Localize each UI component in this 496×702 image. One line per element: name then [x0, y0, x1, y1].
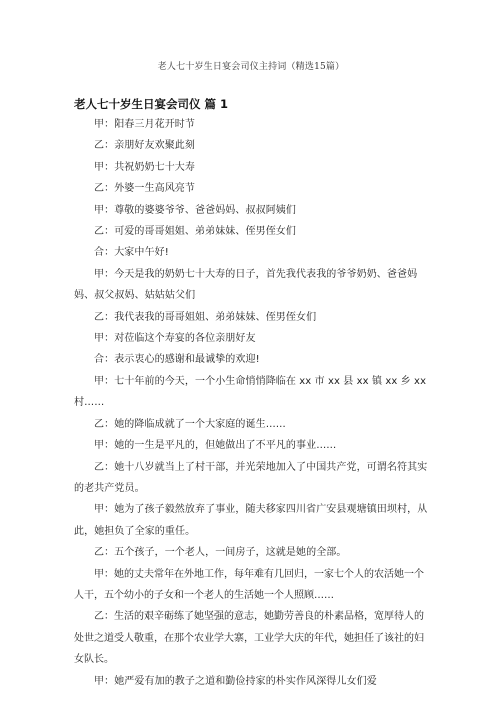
dialogue-line: 乙：她十八岁就当上了村干部，并光荣地加入了中国共产党，可谓名符其实的老共产党员。: [74, 461, 428, 494]
dialogue-line: 甲：对莅临这个寿宴的各位亲朋好友: [94, 333, 256, 345]
dialogue-line: 甲：共祝奶奶七十大寿: [94, 161, 195, 173]
dialogue-line: 合：表示衷心的感谢和最诚挚的欢迎!: [94, 354, 260, 366]
dialogue-line: 甲：七十年前的今天，一个小生命悄悄降临在 xx 市 xx 县 xx 镇 xx 乡 xx 村……: [74, 375, 427, 409]
dialogue-line: 乙：我代表我的哥哥姐姐、弟弟妹妹、侄男侄女们: [94, 311, 317, 323]
dialogue-line: 乙：她的降临成就了一个大家庭的诞生……: [94, 418, 286, 430]
dialogue-line: 甲：今天是我的奶奶七十大寿的日子，首先我代表我的爷爷奶奶、爸爸妈妈、叔父叔妈、姑姑姑父们: [74, 268, 418, 302]
dialogue-line: 甲：她的一生是平凡的，但她做出了不平凡的事业……: [94, 440, 337, 452]
dialogue-line: 乙：亲朋好友欢聚此刻: [94, 140, 195, 152]
dialogue-line: 乙：可爱的哥哥姐姐、弟弟妹妹、侄男侄女们: [94, 226, 296, 238]
dialogue-line: 甲：她严爱有加的教子之道和勤俭持家的朴实作风深得儿女们爱: [94, 675, 377, 687]
dialogue-line: 甲：尊敬的婆婆爷爷、爸爸妈妈、叔叔阿姨们: [94, 204, 296, 216]
dialogue-lines: [74, 114, 428, 692]
dialogue-line: 乙：五个孩子，一个老人，一间房子，这就是她的全部。: [94, 547, 347, 559]
dialogue-line: 甲：她为了孩子毅然放弃了事业，随夫移家四川省广安县观塘镇田坝村，从此，她担负了全家的重任。: [74, 504, 428, 537]
document-header: 老人七十岁生日宴会司仪主持词（精选15篇）: [157, 62, 345, 72]
dialogue-line: 乙：生活的艰辛砺练了她坚强的意志，她勤劳善良的朴素品格，宽厚待人的处世之道受人敬重，在那个农业学大寨，工业学大庆的年代，她担任了该社的妇女队长。: [74, 611, 424, 666]
dialogue-line: 乙：外婆一生高风亮节: [94, 183, 195, 195]
dialogue-line: 甲：她的丈夫常年在外地工作，每年难有几回归，一家七个人的农活她一个人干，五个幼小的子女和一个老人的生活她一个人照顾……: [74, 568, 424, 601]
dialogue-line: 合：大家中午好!: [94, 247, 169, 259]
dialogue-line: 甲：阳春三月花开时节: [94, 119, 195, 130]
section-title: 老人七十岁生日宴会司仪 篇 1: [74, 97, 229, 111]
